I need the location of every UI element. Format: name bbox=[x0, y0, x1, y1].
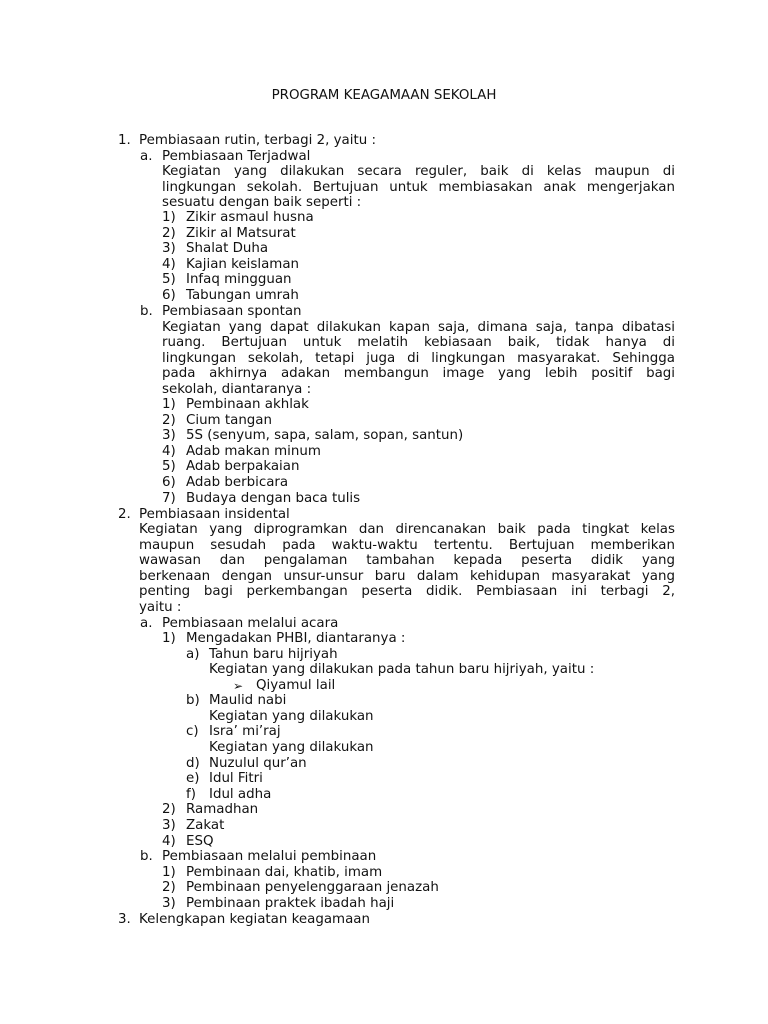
section-2-desc-line: berkenaan dengan unsur-unsur baru dalam kehidupan masyarakat yang bbox=[139, 569, 675, 584]
sub-item-letter: c) bbox=[186, 724, 199, 739]
list-item-number: 2) bbox=[162, 226, 176, 241]
list-item: Cium tangan bbox=[186, 413, 272, 428]
section-1-number: 1. bbox=[118, 133, 131, 148]
list-item-number: 1) bbox=[162, 631, 176, 646]
section-2-desc-line: yaitu : bbox=[139, 600, 182, 615]
sub-item-letter: f) bbox=[186, 787, 196, 802]
list-item-number: 7) bbox=[162, 491, 176, 506]
section-2-desc-line: wawasan dan pengalaman tambahan kepada peserta didik yang bbox=[139, 553, 675, 568]
sub-item: Isra’ mi’raj bbox=[209, 724, 281, 739]
list-item: Zakat bbox=[186, 818, 225, 833]
list-item-number: 3) bbox=[162, 428, 176, 443]
section-1a-letter: a. bbox=[140, 149, 153, 164]
list-item-number: 1) bbox=[162, 865, 176, 880]
sub-item-letter: a) bbox=[186, 647, 200, 662]
list-item: Pembinaan dai, khatib, imam bbox=[186, 865, 383, 880]
sub-item: Idul adha bbox=[209, 787, 272, 802]
list-item-number: 6) bbox=[162, 475, 176, 490]
list-item: Zikir asmaul husna bbox=[186, 210, 314, 225]
list-item-number: 4) bbox=[162, 834, 176, 849]
section-1a-desc-line: Kegiatan yang dilakukan secara reguler, baik di kelas maupun di bbox=[162, 164, 675, 179]
list-item-number: 6) bbox=[162, 288, 176, 303]
list-item-number: 1) bbox=[162, 397, 176, 412]
list-item: 5S (senyum, sapa, salam, sopan, santun) bbox=[186, 428, 464, 443]
list-item-number: 2) bbox=[162, 802, 176, 817]
list-item-number: 3) bbox=[162, 241, 176, 256]
sub-item-desc: Kegiatan yang dilakukan bbox=[209, 740, 374, 755]
document-title: PROGRAM KEAGAMAAN SEKOLAH bbox=[271, 88, 497, 103]
list-item-number: 4) bbox=[162, 257, 176, 272]
section-1a-heading: Pembiasaan Terjadwal bbox=[162, 149, 311, 164]
section-2-desc-line: maupun sesudah pada waktu-waktu tertentu. Bertujuan memberikan bbox=[139, 538, 675, 553]
section-1b-desc-line: ruang. Bertujuan untuk melatih kebiasaan baik, tidak hanya di bbox=[162, 335, 675, 350]
list-item-number: 2) bbox=[162, 413, 176, 428]
sub-item: Nuzulul qur’an bbox=[209, 756, 307, 771]
section-1b-desc-line: sekolah, diantaranya : bbox=[162, 382, 312, 397]
section-1a-desc-line: lingkungan sekolah. Bertujuan untuk membiasakan anak mengerjakan bbox=[162, 180, 675, 195]
section-2-heading: Pembiasaan insidental bbox=[139, 507, 290, 522]
sub-item: Maulid nabi bbox=[209, 693, 287, 708]
section-3-number: 3. bbox=[118, 912, 131, 927]
section-1b-heading: Pembiasaan spontan bbox=[162, 304, 302, 319]
section-2b-heading: Pembiasaan melalui pembinaan bbox=[162, 849, 377, 864]
list-item: Mengadakan PHBI, diantaranya : bbox=[186, 631, 406, 646]
section-2a-heading: Pembiasaan melalui acara bbox=[162, 616, 339, 631]
sub-item-desc: Kegiatan yang dilakukan bbox=[209, 709, 374, 724]
list-item-number: 1) bbox=[162, 210, 176, 225]
list-item-number: 2) bbox=[162, 880, 176, 895]
list-item: Infaq mingguan bbox=[186, 272, 292, 287]
list-item-number: 3) bbox=[162, 818, 176, 833]
list-item-number: 5) bbox=[162, 459, 176, 474]
list-item: Budaya dengan baca tulis bbox=[186, 491, 361, 506]
list-item: Tabungan umrah bbox=[186, 288, 299, 303]
list-item: Adab makan minum bbox=[186, 444, 321, 459]
sub-item-letter: b) bbox=[186, 693, 200, 708]
bullet-item: Qiyamul lail bbox=[256, 678, 336, 693]
section-2a-letter: a. bbox=[140, 616, 153, 631]
list-item: Zikir al Matsurat bbox=[186, 226, 296, 241]
sub-item-letter: e) bbox=[186, 771, 200, 786]
section-1-heading: Pembiasaan rutin, terbagi 2, yaitu : bbox=[139, 133, 376, 148]
sub-item-letter: d) bbox=[186, 756, 200, 771]
list-item-number: 5) bbox=[162, 272, 176, 287]
section-1b-desc-line: lingkungan sekolah, tetapi juga di lingkungan masyarakat. Sehingga bbox=[162, 351, 675, 366]
list-item-number: 4) bbox=[162, 444, 176, 459]
list-item: Pembinaan akhlak bbox=[186, 397, 309, 412]
list-item: Pembinaan praktek ibadah haji bbox=[186, 896, 395, 911]
section-1a-desc-line: sesuatu dengan baik seperti : bbox=[162, 195, 362, 210]
section-1b-desc-line: pada akhirnya adakan membangun image yang lebih positif bagi bbox=[162, 366, 675, 381]
list-item: Adab berbicara bbox=[186, 475, 289, 490]
list-item: ESQ bbox=[186, 834, 214, 849]
arrow-bullet-icon: ➢ bbox=[233, 679, 244, 693]
section-3-heading: Kelengkapan kegiatan keagamaan bbox=[139, 912, 370, 927]
sub-item: Idul Fitri bbox=[209, 771, 263, 786]
list-item: Shalat Duha bbox=[186, 241, 269, 256]
list-item-number: 3) bbox=[162, 896, 176, 911]
list-item: Pembinaan penyelenggaraan jenazah bbox=[186, 880, 439, 895]
section-2-number: 2. bbox=[118, 507, 131, 522]
section-2b-letter: b. bbox=[140, 849, 153, 864]
section-1b-letter: b. bbox=[140, 304, 153, 319]
section-2-desc-line: penting bagi perkembangan peserta didik. Pembiasaan ini terbagi 2, bbox=[139, 584, 675, 599]
list-item: Adab berpakaian bbox=[186, 459, 300, 474]
section-1b-desc-line: Kegiatan yang dapat dilakukan kapan saja, dimana saja, tanpa dibatasi bbox=[162, 320, 675, 335]
list-item: Ramadhan bbox=[186, 802, 259, 817]
sub-item: Tahun baru hijriyah bbox=[209, 647, 338, 662]
sub-item-desc: Kegiatan yang dilakukan pada tahun baru hijriyah, yaitu : bbox=[209, 662, 595, 677]
section-2-desc-line: Kegiatan yang diprogramkan dan direncanakan baik pada tingkat kelas bbox=[139, 522, 675, 537]
list-item: Kajian keislaman bbox=[186, 257, 300, 272]
